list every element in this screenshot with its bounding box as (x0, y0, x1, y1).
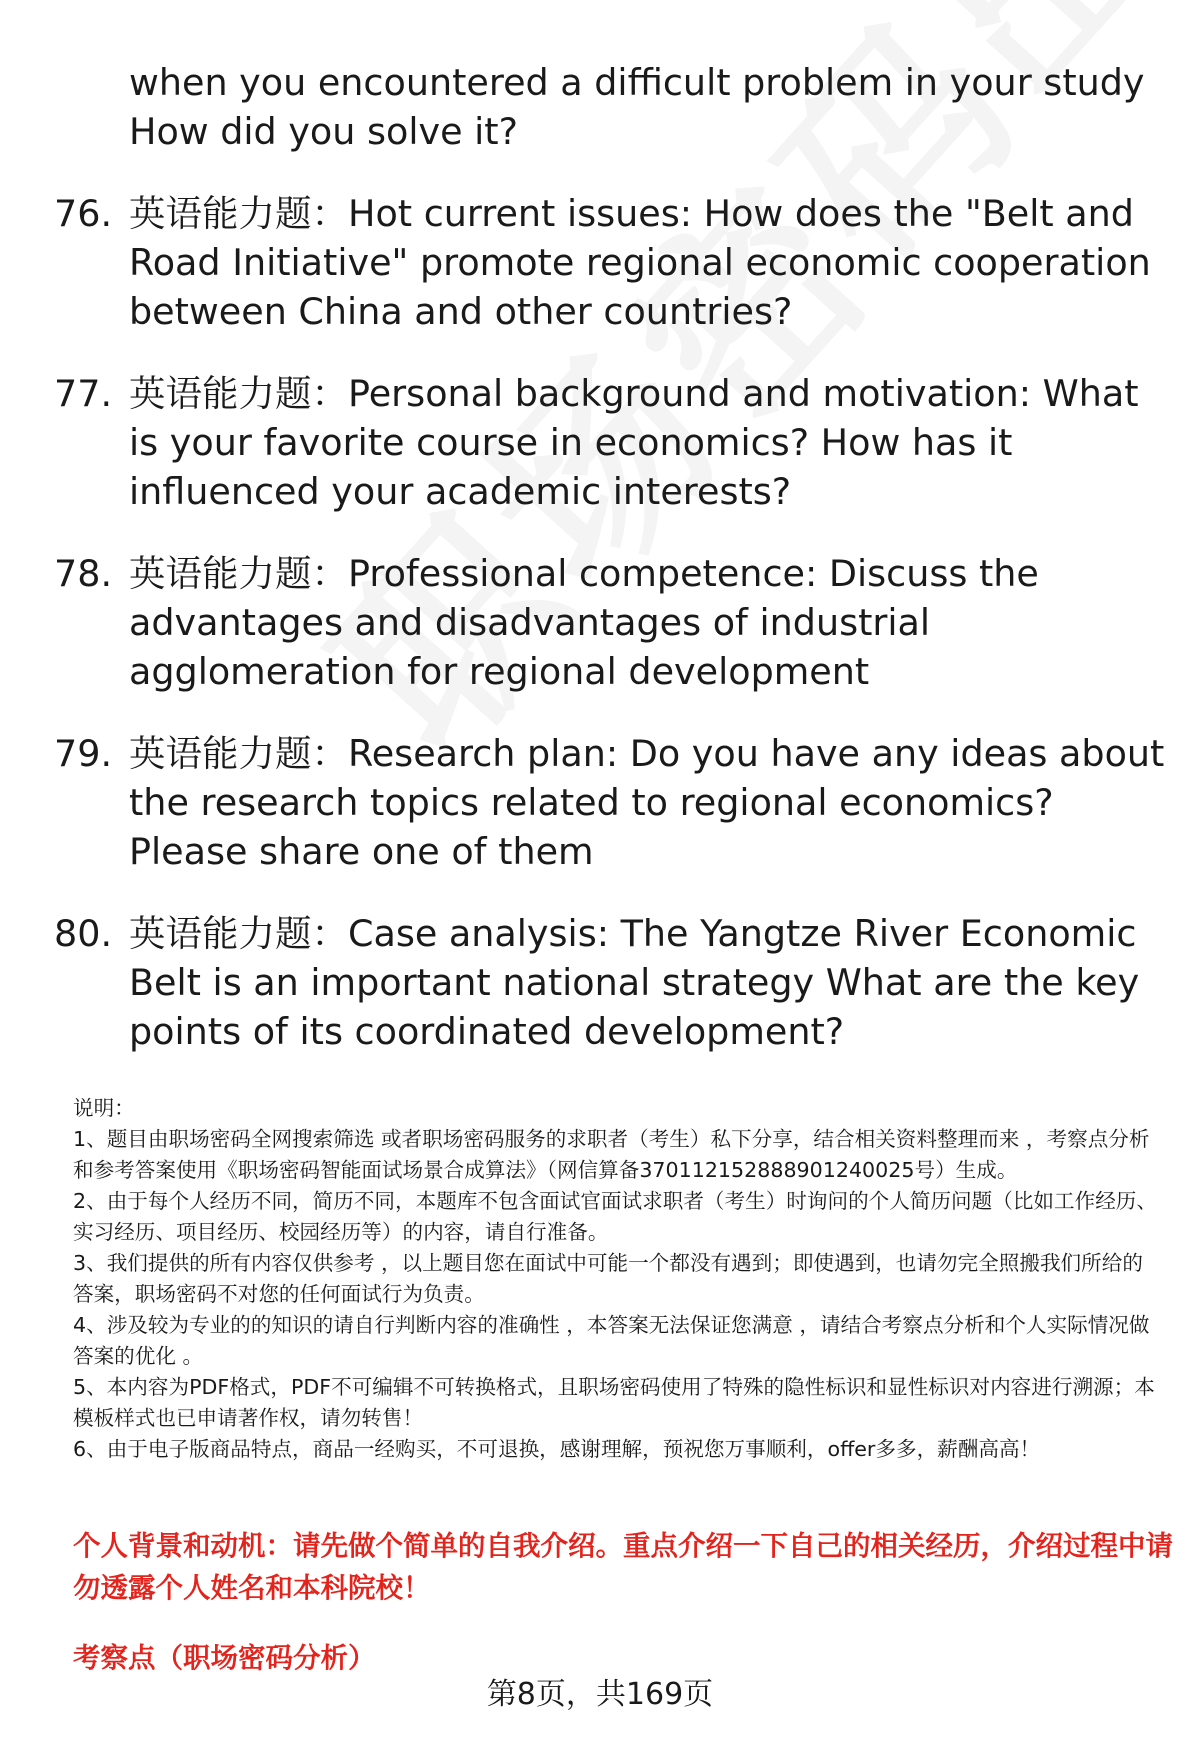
notes-section (73, 1093, 1163, 1465)
question-number: 77. (54, 372, 113, 415)
question-text: 英语能力题：Research plan: Do you have any ideas about the research topics related to regional economics? Please share one of them (129, 732, 1165, 873)
question-text: when you encountered a difficult problem in your study How did you solve it? (129, 61, 1145, 153)
question-item (0, 189, 1200, 336)
question-text: 英语能力题：Hot current issues: How does the "Belt and Road Initiative" promote regional economic cooperation between China and other countries? (129, 192, 1151, 333)
note-item: 3、我们提供的所有内容仅供参考 ，以上题目您在面试中可能一个都没有遇到；即使遇到，也请勿完全照搬我们所给的答案，职场密码不对您的任何面试行为负责。 (73, 1251, 1143, 1306)
highlight-question: 个人背景和动机：请先做个简单的自我介绍。重点介绍一下自己的相关经历，介绍过程中请勿透露个人姓名和本科院校！ (73, 1530, 1173, 1604)
question-text: 英语能力题：Case analysis: The Yangtze River Economic Belt is an important national strategy What are the key points of its coordinated development? (129, 912, 1140, 1053)
question-item (0, 909, 1200, 1056)
section-label: 考察点（职场密码分析） (73, 1642, 376, 1674)
question-text: 英语能力题：Professional competence: Discuss the advantages and disadvantages of industrial agglomeration for regional development (129, 552, 1039, 693)
question-number: 79. (54, 732, 113, 775)
question-text: 英语能力题：Personal background and motivation: What is your favorite course in economics? How has it influenced your academic interests? (129, 372, 1139, 513)
question-number: 76. (54, 192, 113, 235)
note-item: 2、由于每个人经历不同，简历不同，本题库不包含面试官面试求职者（考生）时询问的个人简历问题（比如工作经历、实习经历、项目经历、校园经历等）的内容，请自行准备。 (73, 1189, 1157, 1244)
question-item (0, 549, 1200, 696)
question-item (0, 369, 1200, 516)
note-item: 1、题目由职场密码全网搜索筛选 或者职场密码服务的求职者（考生）私下分享，结合相关资料整理而来 ，考察点分析和参考答案使用《职场密码智能面试场景合成算法》（网信算备370112152888901240025号）生成。 (73, 1127, 1150, 1182)
question-list (0, 58, 1200, 1089)
question-item (0, 729, 1200, 876)
page-footer: 第8页，共169页 (486, 1677, 714, 1712)
note-item: 5、本内容为PDF格式，PDF不可编辑不可转换格式，且职场密码使用了特殊的隐性标识和显性标识对内容进行溯源；本模板样式也已申请著作权，请勿转售！ (73, 1375, 1155, 1430)
note-item: 4、涉及较为专业的的知识的请自行判断内容的准确性 ，本答案无法保证您满意 ，请结合考察点分析和个人实际情况做答案的优化 。 (73, 1313, 1150, 1368)
note-item: 6、由于电子版商品特点，商品一经购买，不可退换，感谢理解，预祝您万事顺利，offer多多，薪酬高高！ (73, 1437, 1041, 1461)
question-number: 78. (54, 552, 113, 595)
question-continuation (0, 58, 1200, 156)
notes-heading: 说明： (73, 1096, 135, 1120)
question-number: 80. (54, 912, 113, 955)
